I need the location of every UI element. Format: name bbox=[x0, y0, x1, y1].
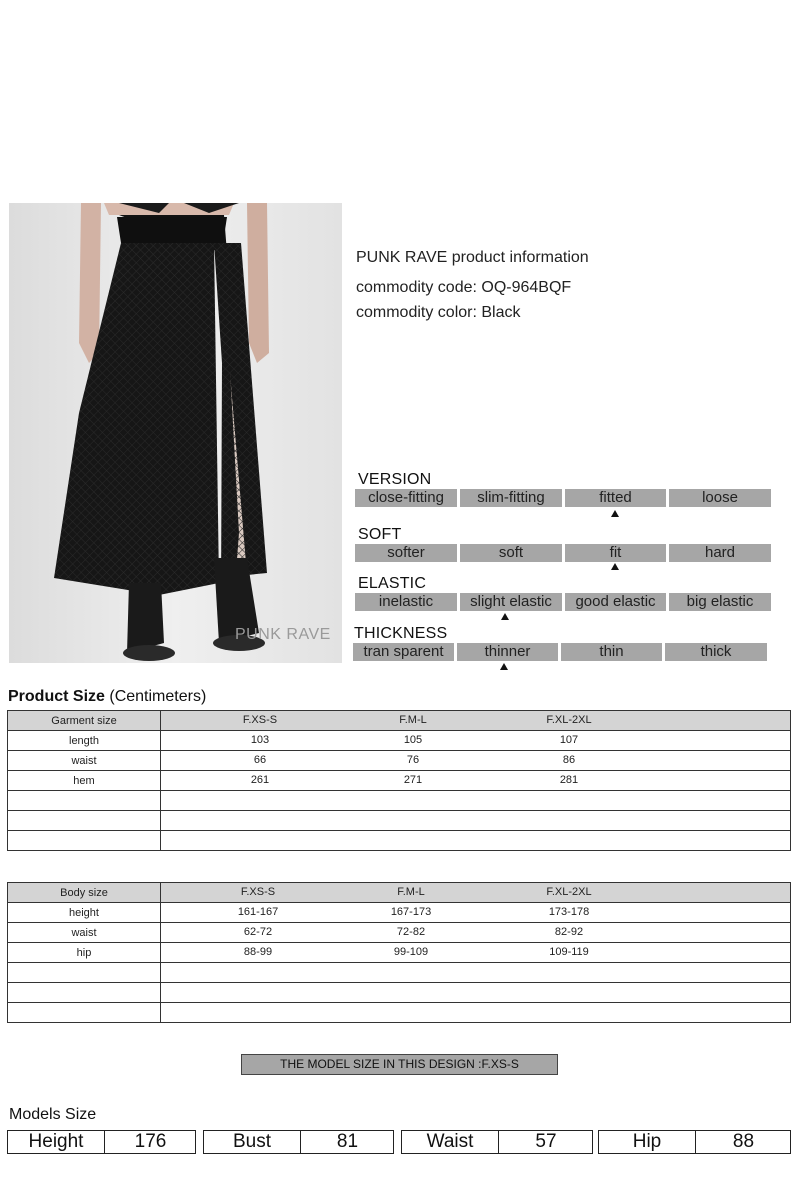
scale-option: thin bbox=[561, 643, 662, 661]
scale-option: inelastic bbox=[355, 593, 457, 611]
commodity-code-row bbox=[356, 279, 571, 297]
scale-option: big elastic bbox=[669, 593, 771, 611]
scale-option: loose bbox=[669, 489, 771, 507]
measure-label: Waist bbox=[426, 1131, 474, 1152]
scale-title-soft: SOFT bbox=[358, 526, 402, 543]
commodity-color-row bbox=[356, 304, 521, 322]
table-cell bbox=[8, 831, 161, 851]
table-cell: 173-178 bbox=[548, 906, 590, 918]
table-values bbox=[161, 811, 791, 831]
measure-value: 88 bbox=[732, 1131, 755, 1152]
table-cell: 103 bbox=[250, 734, 270, 746]
model-size-note: THE MODEL SIZE IN THIS DESIGN :F.XS-S bbox=[241, 1054, 558, 1075]
table-cell: 72-82 bbox=[396, 926, 426, 938]
table-cell: hip bbox=[8, 943, 161, 963]
table-values bbox=[161, 923, 791, 943]
scale-title-version: VERSION bbox=[358, 471, 432, 488]
scale-option: good elastic bbox=[565, 593, 666, 611]
table-cell: 105 bbox=[403, 734, 423, 746]
table-row bbox=[8, 811, 791, 831]
table-header-row bbox=[8, 711, 791, 731]
table-cell: 167-173 bbox=[390, 906, 432, 918]
table-cell bbox=[8, 983, 161, 1003]
table-values bbox=[161, 731, 791, 751]
measure-value: 176 bbox=[134, 1131, 167, 1152]
table-values bbox=[161, 771, 791, 791]
table-values bbox=[161, 831, 791, 851]
model-measure-waist bbox=[401, 1130, 593, 1154]
commodity-code-label: commodity code: bbox=[356, 279, 477, 296]
scale-option: slight elastic bbox=[460, 593, 562, 611]
table-cell: F.M-L bbox=[399, 714, 427, 726]
table-cell: F.XL-2XL bbox=[546, 886, 592, 898]
selected-marker-icon bbox=[611, 563, 619, 570]
commodity-code-value: OQ-964BQF bbox=[481, 279, 572, 296]
scale-option: slim-fitting bbox=[460, 489, 562, 507]
table-cell bbox=[8, 811, 161, 831]
table-cell: F.XS-S bbox=[240, 886, 276, 898]
table-cell: height bbox=[8, 903, 161, 923]
table-values bbox=[161, 791, 791, 811]
table-cell: F.XL-2XL bbox=[546, 714, 592, 726]
scale-option: close-fitting bbox=[355, 489, 457, 507]
table-row bbox=[8, 791, 791, 811]
measure-label: Height bbox=[28, 1131, 84, 1152]
table-cell: 261 bbox=[250, 774, 270, 786]
table-values bbox=[161, 883, 791, 903]
measure-label: Bust bbox=[232, 1131, 272, 1152]
scale-option: thinner bbox=[457, 643, 558, 661]
table-values bbox=[161, 963, 791, 983]
scale-option: hard bbox=[669, 544, 771, 562]
table-row bbox=[8, 983, 791, 1003]
table-cell: 88-99 bbox=[243, 946, 273, 958]
model-measure-hip bbox=[598, 1130, 791, 1154]
table-values bbox=[161, 1003, 791, 1023]
scale-option: fitted bbox=[565, 489, 666, 507]
product-size-unit: (Centimeters) bbox=[109, 688, 207, 705]
table-cell: 109-119 bbox=[549, 946, 589, 958]
commodity-color-value: Black bbox=[481, 304, 521, 321]
table-row bbox=[8, 1003, 791, 1023]
table-cell: 86 bbox=[562, 754, 576, 766]
table-cell: Garment size bbox=[8, 711, 161, 731]
table-row bbox=[8, 831, 791, 851]
model-measure-bust bbox=[203, 1130, 394, 1154]
scale-version bbox=[355, 489, 771, 507]
table-cell: waist bbox=[8, 751, 161, 771]
table-cell: length bbox=[8, 731, 161, 751]
table-cell: F.XS-S bbox=[242, 714, 278, 726]
table-cell bbox=[8, 963, 161, 983]
measure-value: 81 bbox=[336, 1131, 359, 1152]
watermark: PUNK RAVE bbox=[235, 626, 331, 643]
table-row bbox=[8, 923, 791, 943]
models-size-title: Models Size bbox=[9, 1106, 97, 1123]
selected-marker-icon bbox=[611, 510, 619, 517]
table-cell: 76 bbox=[406, 754, 420, 766]
table-values bbox=[161, 903, 791, 923]
product-photo bbox=[9, 203, 342, 663]
product-size-label: Product Size bbox=[8, 688, 105, 705]
scale-option: thick bbox=[665, 643, 767, 661]
product-info-title: PUNK RAVE product information bbox=[356, 249, 589, 266]
table-cell: F.M-L bbox=[397, 886, 425, 898]
skirt-illustration bbox=[9, 203, 342, 663]
table-values bbox=[161, 711, 791, 731]
table-cell: hem bbox=[8, 771, 161, 791]
scale-option: fit bbox=[565, 544, 666, 562]
commodity-color-label: commodity color: bbox=[356, 304, 477, 321]
scale-option: soft bbox=[460, 544, 562, 562]
table-values bbox=[161, 751, 791, 771]
table-cell: waist bbox=[8, 923, 161, 943]
scale-soft bbox=[355, 544, 771, 562]
measure-label: Hip bbox=[632, 1131, 662, 1152]
table-row bbox=[8, 903, 791, 923]
model-measure-height bbox=[7, 1130, 196, 1154]
table-row bbox=[8, 963, 791, 983]
selected-marker-icon bbox=[500, 663, 508, 670]
garment-size-table bbox=[7, 710, 791, 851]
table-cell: 271 bbox=[403, 774, 423, 786]
table-values bbox=[161, 983, 791, 1003]
table-cell: 281 bbox=[559, 774, 579, 786]
measure-value: 57 bbox=[535, 1131, 557, 1152]
table-header-row bbox=[8, 883, 791, 903]
table-cell bbox=[8, 1003, 161, 1023]
body-size-table bbox=[7, 882, 791, 1023]
scale-option: softer bbox=[355, 544, 457, 562]
table-cell: 107 bbox=[559, 734, 579, 746]
table-cell: 161-167 bbox=[237, 906, 279, 918]
table-values bbox=[161, 943, 791, 963]
scale-thickness bbox=[353, 643, 767, 661]
table-cell: Body size bbox=[8, 883, 161, 903]
scale-option: tran sparent bbox=[353, 643, 454, 661]
table-cell: 66 bbox=[253, 754, 267, 766]
table-row bbox=[8, 731, 791, 751]
table-cell: 62-72 bbox=[243, 926, 273, 938]
scale-elastic bbox=[355, 593, 771, 611]
table-cell: 82-92 bbox=[554, 926, 584, 938]
table-row bbox=[8, 751, 791, 771]
table-row bbox=[8, 943, 791, 963]
scale-title-elastic: ELASTIC bbox=[358, 575, 427, 592]
selected-marker-icon bbox=[501, 613, 509, 620]
table-cell: 99-109 bbox=[393, 946, 429, 958]
product-size-title bbox=[8, 688, 206, 706]
scale-title-thickness: THICKNESS bbox=[354, 625, 448, 642]
table-cell bbox=[8, 791, 161, 811]
table-row bbox=[8, 771, 791, 791]
